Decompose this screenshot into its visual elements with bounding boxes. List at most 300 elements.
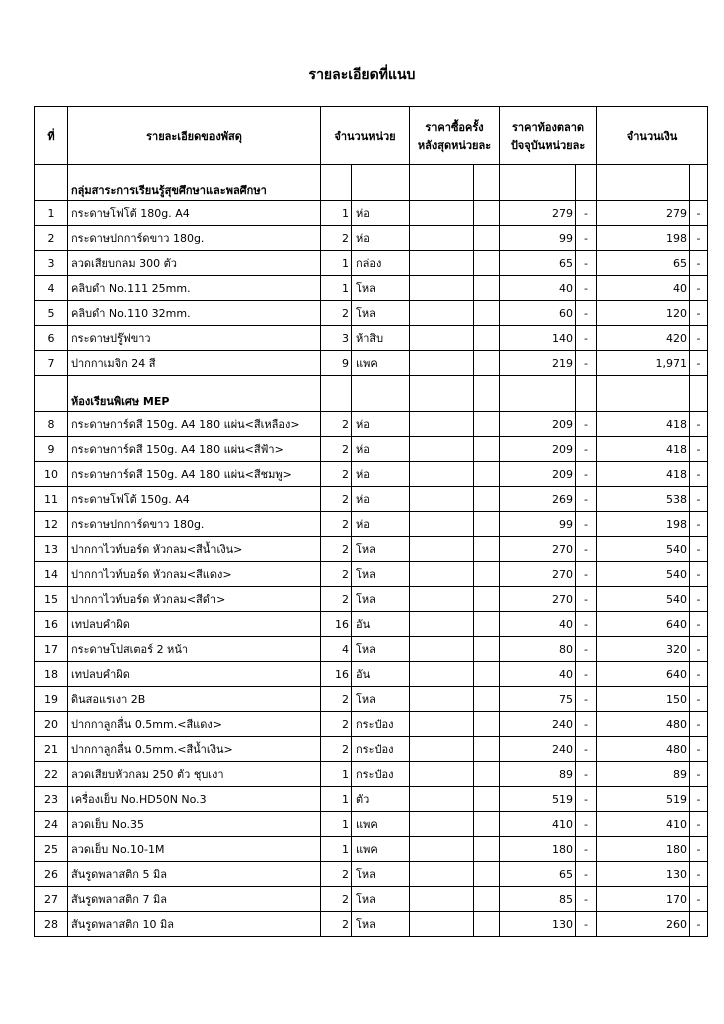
amount-satang: -: [690, 562, 708, 587]
last-price-satang: [474, 737, 500, 762]
group-no-cell: [35, 165, 68, 201]
last-price-baht: [410, 226, 474, 251]
header-market-price-line2: ปัจจุบันหน่วยละ: [510, 138, 586, 152]
item-unit: ห่อ: [352, 512, 410, 537]
market-price-satang: -: [576, 487, 597, 512]
empty-cell: [352, 165, 410, 201]
amount-baht: 519: [597, 787, 690, 812]
last-price-baht: [410, 437, 474, 462]
last-price-satang: [474, 276, 500, 301]
amount-baht: 89: [597, 762, 690, 787]
item-quantity: 1: [321, 201, 352, 226]
table-row: [35, 201, 708, 226]
item-description: ลวดเย็บ No.10-1M: [68, 837, 321, 862]
market-price-satang: -: [576, 612, 597, 637]
market-price-baht: 65: [500, 251, 576, 276]
last-price-satang: [474, 301, 500, 326]
amount-satang: -: [690, 351, 708, 376]
amount-satang: -: [690, 912, 708, 937]
last-price-satang: [474, 837, 500, 862]
market-price-baht: 219: [500, 351, 576, 376]
empty-cell: [576, 165, 597, 201]
item-number: 26: [35, 862, 68, 887]
item-unit: โหล: [352, 587, 410, 612]
amount-baht: 540: [597, 587, 690, 612]
market-price-satang: -: [576, 537, 597, 562]
item-quantity: 2: [321, 687, 352, 712]
table-row: [35, 862, 708, 887]
last-price-satang: [474, 326, 500, 351]
item-description: สันรูดพลาสติก 10 มิล: [68, 912, 321, 937]
amount-baht: 180: [597, 837, 690, 862]
item-quantity: 3: [321, 326, 352, 351]
table-row: [35, 276, 708, 301]
amount-satang: -: [690, 462, 708, 487]
market-price-satang: -: [576, 712, 597, 737]
item-description: เทปลบคำผิด: [68, 662, 321, 687]
header-last-price-line2: หลังสุดหน่วยละ: [417, 138, 492, 152]
item-description: สันรูดพลาสติก 7 มิล: [68, 887, 321, 912]
market-price-baht: 130: [500, 912, 576, 937]
amount-satang: -: [690, 837, 708, 862]
item-description: ลวดเสียบกลม 300 ตัว: [68, 251, 321, 276]
last-price-baht: [410, 812, 474, 837]
item-number: 8: [35, 412, 68, 437]
amount-satang: -: [690, 637, 708, 662]
item-number: 19: [35, 687, 68, 712]
amount-satang: -: [690, 887, 708, 912]
amount-satang: -: [690, 301, 708, 326]
amount-baht: 198: [597, 226, 690, 251]
item-unit: โหล: [352, 687, 410, 712]
item-description: กระดาษโฟโต้ 150g. A4: [68, 487, 321, 512]
item-number: 11: [35, 487, 68, 512]
market-price-baht: 75: [500, 687, 576, 712]
item-unit: แพค: [352, 812, 410, 837]
last-price-baht: [410, 412, 474, 437]
market-price-satang: -: [576, 301, 597, 326]
item-unit: โหล: [352, 637, 410, 662]
item-description: ดินสอแรเงา 2B: [68, 687, 321, 712]
amount-baht: 418: [597, 437, 690, 462]
item-number: 6: [35, 326, 68, 351]
market-price-baht: 140: [500, 326, 576, 351]
item-unit: แพค: [352, 837, 410, 862]
item-unit: กล่อง: [352, 251, 410, 276]
item-description: ปากกาไวท์บอร์ด หัวกลม<สีแดง>: [68, 562, 321, 587]
market-price-baht: 209: [500, 412, 576, 437]
market-price-satang: -: [576, 462, 597, 487]
last-price-satang: [474, 712, 500, 737]
market-price-satang: -: [576, 351, 597, 376]
amount-satang: -: [690, 276, 708, 301]
empty-cell: [597, 165, 690, 201]
item-number: 23: [35, 787, 68, 812]
last-price-baht: [410, 762, 474, 787]
item-description: คลิบดำ No.111 25mm.: [68, 276, 321, 301]
item-unit: โหล: [352, 537, 410, 562]
table-row: [35, 637, 708, 662]
market-price-satang: -: [576, 437, 597, 462]
item-description: เครื่องเย็บ No.HD50N No.3: [68, 787, 321, 812]
table-row: [35, 537, 708, 562]
last-price-baht: [410, 637, 474, 662]
item-quantity: 1: [321, 762, 352, 787]
market-price-baht: 519: [500, 787, 576, 812]
market-price-satang: -: [576, 812, 597, 837]
market-price-satang: -: [576, 637, 597, 662]
header-last-price-line1: ราคาซื้อครั้ง: [425, 120, 484, 134]
item-unit: โหล: [352, 276, 410, 301]
last-price-baht: [410, 276, 474, 301]
empty-cell: [690, 165, 708, 201]
item-description: กระดาษการ์ดสี 150g. A4 180 แผ่น<สีเหลือง>: [68, 412, 321, 437]
table-row: [35, 412, 708, 437]
item-number: 18: [35, 662, 68, 687]
item-unit: กระป๋อง: [352, 762, 410, 787]
market-price-satang: -: [576, 226, 597, 251]
item-quantity: 1: [321, 251, 352, 276]
market-price-baht: 270: [500, 587, 576, 612]
last-price-satang: [474, 812, 500, 837]
last-price-satang: [474, 462, 500, 487]
item-number: 20: [35, 712, 68, 737]
item-unit: กระป๋อง: [352, 712, 410, 737]
market-price-baht: 40: [500, 276, 576, 301]
last-price-baht: [410, 462, 474, 487]
item-unit: ห้าสิบ: [352, 326, 410, 351]
item-quantity: 2: [321, 562, 352, 587]
empty-cell: [474, 376, 500, 412]
group-no-cell: [35, 376, 68, 412]
item-quantity: 1: [321, 812, 352, 837]
item-number: 5: [35, 301, 68, 326]
item-number: 7: [35, 351, 68, 376]
amount-baht: 150: [597, 687, 690, 712]
item-quantity: 9: [321, 351, 352, 376]
table-row: [35, 587, 708, 612]
item-unit: ตัว: [352, 787, 410, 812]
table-row: [35, 562, 708, 587]
amount-satang: -: [690, 787, 708, 812]
amount-baht: 420: [597, 326, 690, 351]
item-number: 16: [35, 612, 68, 637]
last-price-satang: [474, 687, 500, 712]
amount-baht: 65: [597, 251, 690, 276]
market-price-baht: 270: [500, 562, 576, 587]
empty-cell: [352, 376, 410, 412]
table-row: [35, 462, 708, 487]
market-price-satang: -: [576, 512, 597, 537]
item-unit: อัน: [352, 662, 410, 687]
market-price-satang: -: [576, 412, 597, 437]
last-price-satang: [474, 887, 500, 912]
table-row: [35, 612, 708, 637]
amount-baht: 480: [597, 737, 690, 762]
item-number: 21: [35, 737, 68, 762]
last-price-satang: [474, 587, 500, 612]
market-price-satang: -: [576, 276, 597, 301]
item-description: ปากกาไวท์บอร์ด หัวกลม<สีดำ>: [68, 587, 321, 612]
last-price-baht: [410, 587, 474, 612]
last-price-baht: [410, 862, 474, 887]
table-row: [35, 326, 708, 351]
amount-baht: 320: [597, 637, 690, 662]
table-row: [35, 301, 708, 326]
table-row: [35, 837, 708, 862]
amount-satang: -: [690, 512, 708, 537]
amount-baht: 538: [597, 487, 690, 512]
amount-satang: -: [690, 612, 708, 637]
market-price-baht: 180: [500, 837, 576, 862]
header-amount: จำนวนเงิน: [597, 107, 708, 165]
item-quantity: 2: [321, 537, 352, 562]
table-row: [35, 912, 708, 937]
last-price-satang: [474, 787, 500, 812]
table-row: [35, 487, 708, 512]
item-number: 12: [35, 512, 68, 537]
item-unit: โหล: [352, 887, 410, 912]
amount-baht: 120: [597, 301, 690, 326]
last-price-baht: [410, 837, 474, 862]
item-quantity: 2: [321, 912, 352, 937]
header-no: ที่: [35, 107, 68, 165]
table-row: [35, 251, 708, 276]
header-description: รายละเอียดของพัสดุ: [68, 107, 321, 165]
item-quantity: 2: [321, 462, 352, 487]
amount-satang: -: [690, 712, 708, 737]
item-number: 17: [35, 637, 68, 662]
amount-satang: -: [690, 737, 708, 762]
empty-cell: [321, 376, 352, 412]
item-unit: โหล: [352, 562, 410, 587]
last-price-baht: [410, 887, 474, 912]
amount-baht: 260: [597, 912, 690, 937]
last-price-satang: [474, 412, 500, 437]
group-header-row: [35, 165, 708, 201]
item-quantity: 2: [321, 301, 352, 326]
table-row: [35, 226, 708, 251]
amount-satang: -: [690, 326, 708, 351]
item-number: 28: [35, 912, 68, 937]
market-price-baht: 99: [500, 512, 576, 537]
empty-cell: [500, 376, 576, 412]
item-quantity: 2: [321, 437, 352, 462]
amount-baht: 480: [597, 712, 690, 737]
amount-satang: -: [690, 862, 708, 887]
item-number: 4: [35, 276, 68, 301]
amount-satang: -: [690, 687, 708, 712]
last-price-satang: [474, 637, 500, 662]
group-header-row: [35, 376, 708, 412]
last-price-baht: [410, 487, 474, 512]
item-quantity: 4: [321, 637, 352, 662]
market-price-satang: -: [576, 587, 597, 612]
last-price-satang: [474, 251, 500, 276]
empty-cell: [474, 165, 500, 201]
last-price-satang: [474, 662, 500, 687]
last-price-baht: [410, 912, 474, 937]
last-price-satang: [474, 512, 500, 537]
market-price-baht: 270: [500, 537, 576, 562]
amount-baht: 540: [597, 562, 690, 587]
item-description: คลิบดำ No.110 32mm.: [68, 301, 321, 326]
item-number: 3: [35, 251, 68, 276]
market-price-baht: 410: [500, 812, 576, 837]
amount-baht: 418: [597, 462, 690, 487]
table-row: [35, 662, 708, 687]
item-quantity: 2: [321, 487, 352, 512]
item-quantity: 2: [321, 226, 352, 251]
item-number: 9: [35, 437, 68, 462]
item-description: กระดาษปกการ์ดขาว 180g.: [68, 226, 321, 251]
empty-cell: [321, 165, 352, 201]
market-price-satang: -: [576, 326, 597, 351]
table-row: [35, 437, 708, 462]
item-description: ปากกาไวท์บอร์ด หัวกลม<สีน้ำเงิน>: [68, 537, 321, 562]
empty-cell: [410, 165, 474, 201]
market-price-baht: 240: [500, 737, 576, 762]
market-price-baht: 209: [500, 462, 576, 487]
table-row: [35, 687, 708, 712]
item-description: กระดาษโฟโต้ 180g. A4: [68, 201, 321, 226]
last-price-baht: [410, 537, 474, 562]
amount-baht: 40: [597, 276, 690, 301]
last-price-baht: [410, 351, 474, 376]
empty-cell: [576, 376, 597, 412]
last-price-baht: [410, 787, 474, 812]
amount-baht: 640: [597, 612, 690, 637]
market-price-satang: -: [576, 737, 597, 762]
item-description: กระดาษการ์ดสี 150g. A4 180 แผ่น<สีฟ้า>: [68, 437, 321, 462]
market-price-satang: -: [576, 887, 597, 912]
item-description: ปากกาลูกลื่น 0.5mm.<สีแดง>: [68, 712, 321, 737]
item-quantity: 2: [321, 412, 352, 437]
item-number: 15: [35, 587, 68, 612]
item-quantity: 1: [321, 787, 352, 812]
market-price-satang: -: [576, 687, 597, 712]
item-description: กระดาษปรู๊ฟขาว: [68, 326, 321, 351]
market-price-baht: 40: [500, 662, 576, 687]
header-market-price-line1: ราคาท้องตลาด: [512, 120, 585, 134]
empty-cell: [597, 376, 690, 412]
item-description: ลวดเสียบหัวกลม 250 ตัว ชุบเงา: [68, 762, 321, 787]
item-description: ลวดเย็บ No.35: [68, 812, 321, 837]
table-row: [35, 737, 708, 762]
item-description: กระดาษปกการ์ดขาว 180g.: [68, 512, 321, 537]
item-quantity: 1: [321, 276, 352, 301]
amount-baht: 170: [597, 887, 690, 912]
amount-satang: -: [690, 812, 708, 837]
market-price-satang: -: [576, 862, 597, 887]
amount-satang: -: [690, 437, 708, 462]
items-table: [34, 106, 708, 937]
last-price-baht: [410, 662, 474, 687]
table-row: [35, 762, 708, 787]
amount-baht: 279: [597, 201, 690, 226]
item-unit: ห่อ: [352, 462, 410, 487]
table-row: [35, 812, 708, 837]
item-unit: ห่อ: [352, 201, 410, 226]
amount-baht: 418: [597, 412, 690, 437]
item-unit: แพค: [352, 351, 410, 376]
table-row: [35, 712, 708, 737]
empty-cell: [690, 376, 708, 412]
amount-satang: -: [690, 251, 708, 276]
item-unit: โหล: [352, 301, 410, 326]
document-title: รายละเอียดที่แนบ: [308, 67, 416, 83]
item-unit: ห่อ: [352, 226, 410, 251]
amount-satang: -: [690, 537, 708, 562]
last-price-satang: [474, 487, 500, 512]
amount-baht: 130: [597, 862, 690, 887]
item-number: 14: [35, 562, 68, 587]
amount-baht: 640: [597, 662, 690, 687]
last-price-baht: [410, 251, 474, 276]
item-description: เทปลบคำผิด: [68, 612, 321, 637]
item-number: 22: [35, 762, 68, 787]
amount-satang: -: [690, 226, 708, 251]
last-price-baht: [410, 712, 474, 737]
market-price-baht: 80: [500, 637, 576, 662]
item-quantity: 1: [321, 837, 352, 862]
last-price-satang: [474, 562, 500, 587]
table-row: [35, 351, 708, 376]
last-price-satang: [474, 912, 500, 937]
item-unit: อัน: [352, 612, 410, 637]
item-quantity: 2: [321, 887, 352, 912]
amount-baht: 540: [597, 537, 690, 562]
market-price-satang: -: [576, 912, 597, 937]
item-description: สันรูดพลาสติก 5 มิล: [68, 862, 321, 887]
item-unit: โหล: [352, 862, 410, 887]
market-price-satang: -: [576, 562, 597, 587]
item-unit: ห่อ: [352, 487, 410, 512]
item-description: กระดาษการ์ดสี 150g. A4 180 แผ่น<สีชมพู>: [68, 462, 321, 487]
item-unit: โหล: [352, 912, 410, 937]
amount-satang: -: [690, 201, 708, 226]
header-row: [35, 107, 708, 165]
item-quantity: 2: [321, 862, 352, 887]
market-price-baht: 40: [500, 612, 576, 637]
market-price-baht: 240: [500, 712, 576, 737]
last-price-baht: [410, 326, 474, 351]
market-price-satang: -: [576, 762, 597, 787]
market-price-baht: 99: [500, 226, 576, 251]
amount-satang: -: [690, 487, 708, 512]
market-price-baht: 60: [500, 301, 576, 326]
item-unit: กระป๋อง: [352, 737, 410, 762]
last-price-baht: [410, 512, 474, 537]
market-price-baht: 269: [500, 487, 576, 512]
amount-satang: -: [690, 662, 708, 687]
table-row: [35, 887, 708, 912]
table-row: [35, 512, 708, 537]
amount-satang: -: [690, 412, 708, 437]
market-price-baht: 89: [500, 762, 576, 787]
item-unit: ห่อ: [352, 437, 410, 462]
market-price-baht: 279: [500, 201, 576, 226]
market-price-baht: 209: [500, 437, 576, 462]
last-price-baht: [410, 737, 474, 762]
amount-satang: -: [690, 587, 708, 612]
last-price-satang: [474, 537, 500, 562]
amount-baht: 1,971: [597, 351, 690, 376]
item-number: 24: [35, 812, 68, 837]
last-price-baht: [410, 562, 474, 587]
table-row: [35, 787, 708, 812]
item-number: 27: [35, 887, 68, 912]
